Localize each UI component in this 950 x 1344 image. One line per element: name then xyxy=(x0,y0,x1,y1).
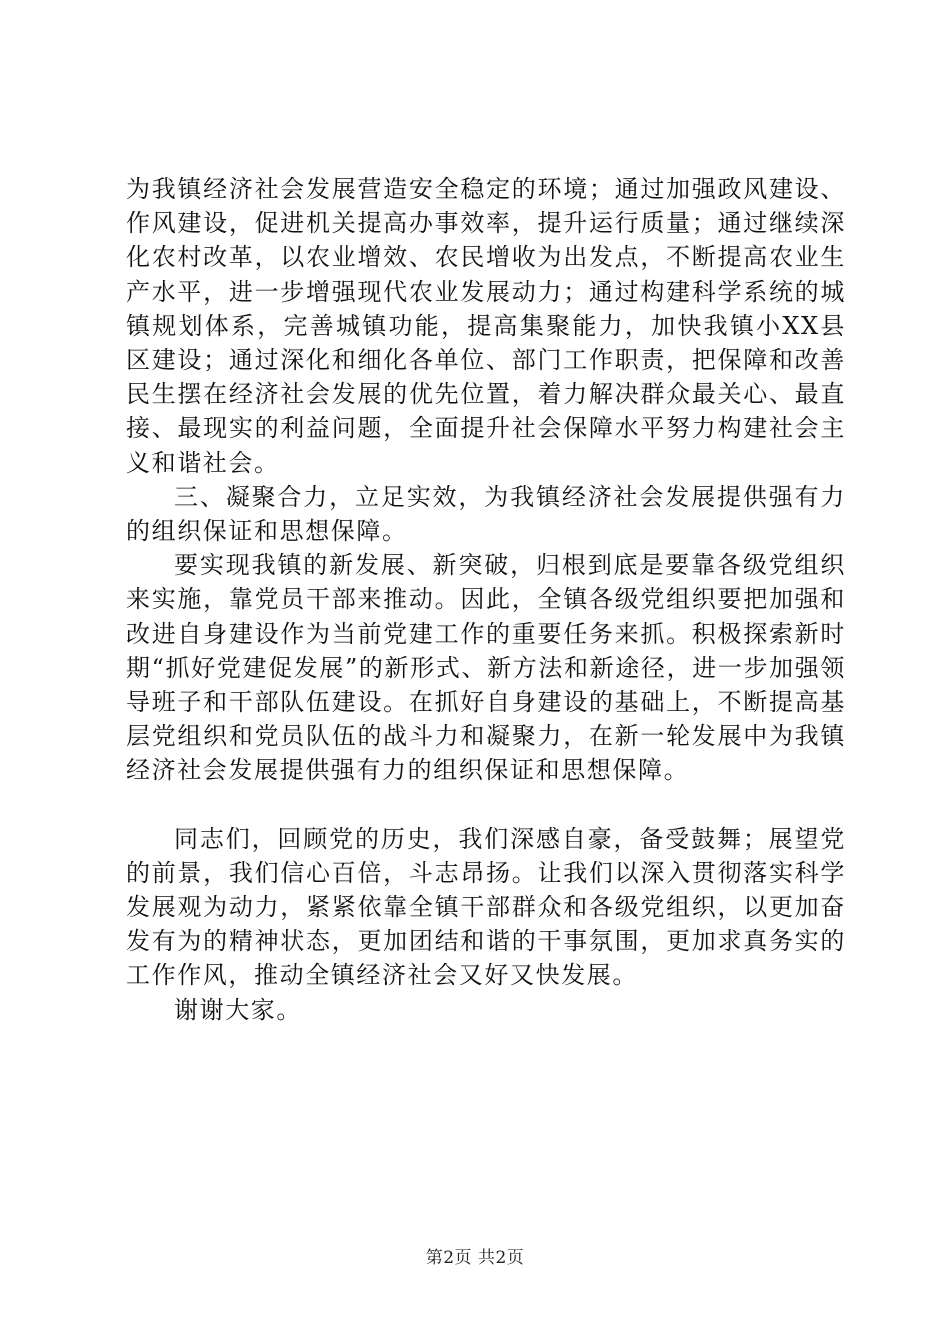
section-heading-three: 三、凝聚合力，立足实效，为我镇经济社会发展提供强有力的组织保证和思想保障。 xyxy=(126,482,846,546)
paragraph-continuation: 为我镇经济社会发展营造安全稳定的环境；通过加强政风建设、作风建设，促进机关提高办事效率，提升运行质量；通过继续深化农村改革，以农业增效、农民增收为出发点，不断提高农业生产水平，进一步增强现代农业发展动力；通过构建科学系统的城镇规划体系，完善城镇功能，提高集聚能力，加快我镇小XX县区建设；通过深化和细化各单位、部门工作职责，把保障和改善民生摆在经济社会发展的优先位置，着力解决群众最关心、最直接、最现实的利益问题，全面提升社会保障水平努力构建社会主义和谐社会。 xyxy=(126,175,846,477)
document-body xyxy=(126,172,846,1027)
paragraph-thanks: 谢谢大家。 xyxy=(174,995,302,1024)
paragraph-party-building: 要实现我镇的新发展、新突破，归根到底是要靠各级党组织来实施，靠党员干部来推动。因此，全镇各级党组织要把加强和改进自身建设作为当前党建工作的重要任务来抓。积极探索新时期“抓好党建促发展”的新形式、新方法和新途径，进一步加强领导班子和干部队伍建设。在抓好自身建设的基础上，不断提高基层党组织和党员队伍的战斗力和凝聚力，在新一轮发展中为我镇经济社会发展提供强有力的组织保证和思想保障。 xyxy=(126,551,846,785)
paragraph-closing: 同志们，回顾党的历史，我们深感自豪，备受鼓舞；展望党的前景，我们信心百倍，斗志昂扬。让我们以深入贯彻落实科学发展观为动力，紧紧依靠全镇干部群众和各级党组织，以更加奋发有为的精神状态，更加团结和谐的干事氛围，更加求真务实的工作作风，推动全镇经济社会又好又快发展。 xyxy=(126,824,846,990)
page-number-footer: 第2页 共2页 xyxy=(425,1248,525,1268)
paragraph-spacer xyxy=(126,788,846,822)
